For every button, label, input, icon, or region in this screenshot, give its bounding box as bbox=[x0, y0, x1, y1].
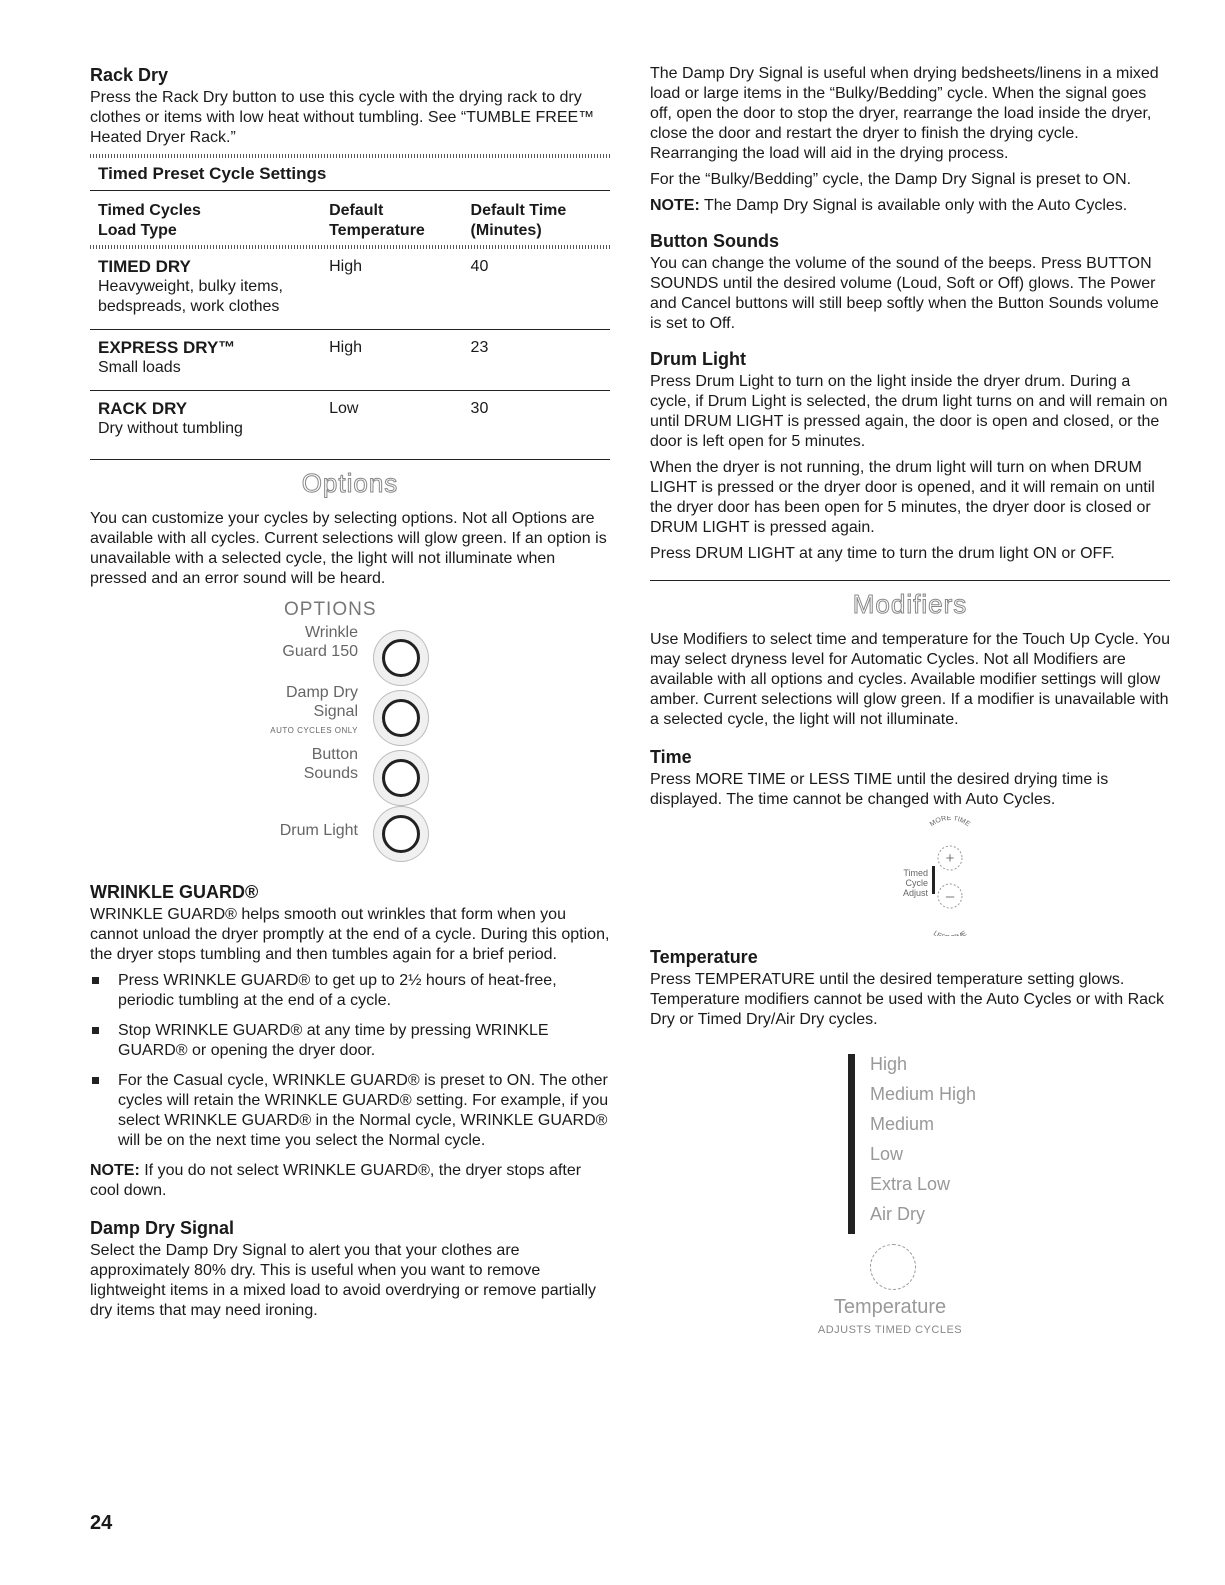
header-timed-cycles: Timed Cycles bbox=[98, 202, 201, 219]
button-sounds-body: You can change the volume of the sound of the beeps. Press BUTTON SOUNDS until the desired volume (Loud, Soft or Off) glows. The Power and Cancel buttons will still beep softly when the Button Sounds volume is set to Off. bbox=[650, 255, 1159, 332]
right-column bbox=[650, 64, 1170, 1354]
options-panel bbox=[90, 599, 610, 869]
timed-label: Timed bbox=[903, 868, 928, 878]
damp-dry-paragraph-2: The Damp Dry Signal is useful when drying bedsheets/linens in a mixed load or large items in the “Bulky/Bedding” cycle. When the signal goes off, open the door to stop the dryer, rearrange the load inside the dryer, close the door and restart the dryer to finish the drying cycle. Rearranging the load will aid in the drying process. bbox=[650, 65, 1159, 162]
row-time: 23 bbox=[470, 339, 489, 356]
list-item: Press WRINKLE GUARD® to get up to 2½ hours of heat-free, periodic tumbling at the end of a cycle. bbox=[90, 971, 610, 1011]
header-load-type: Load Type bbox=[98, 222, 177, 239]
time-body: Press MORE TIME or LESS TIME until the desired drying time is displayed. The time cannot be changed with Auto Cycles. bbox=[650, 771, 1109, 808]
damp-dry-signal-button[interactable] bbox=[382, 699, 420, 737]
page-number: 24 bbox=[90, 1512, 113, 1534]
row-load: Heavyweight, bulky items, bedspreads, work clothes bbox=[98, 278, 283, 315]
row-time: 30 bbox=[470, 400, 489, 417]
modifiers-heading: Modifiers bbox=[852, 589, 968, 619]
table-row bbox=[90, 330, 610, 391]
damp-dry-body: Select the Damp Dry Signal to alert you that your clothes are approximately 80% dry. This is useful when you want to remove lightweight items in a mixed load to avoid overdrying or remove partially dry items that may need ironing. bbox=[90, 1242, 597, 1319]
drum-light-label: Drum Light bbox=[279, 822, 358, 839]
time-adjust-panel bbox=[650, 816, 1170, 936]
temp-level-medium: Medium bbox=[870, 1114, 935, 1134]
wrinkle-guard-heading: WRINKLE GUARD® bbox=[90, 882, 259, 902]
rack-dry-heading: Rack Dry bbox=[90, 65, 169, 85]
header-temperature: Temperature bbox=[329, 222, 425, 239]
row-load: Dry without tumbling bbox=[98, 420, 243, 437]
wrinkle-guard-label: Wrinkle Guard 150 bbox=[282, 624, 358, 660]
less-time-label: L E bbox=[931, 930, 969, 936]
row-cycle: EXPRESS DRY™ bbox=[98, 338, 236, 357]
table-row bbox=[90, 253, 610, 330]
left-column bbox=[90, 64, 610, 1327]
row-temp: Low bbox=[329, 400, 359, 417]
row-cycle: TIMED DRY bbox=[98, 257, 191, 276]
list-item: For the Casual cycle, WRINKLE GUARD® is preset to ON. The other cycles will retain the WRINKLE GUARD® setting. For example, if you select WRINKLE GUARD® in the Normal cycle, WRINKLE GUARD® will be on the next time you select the Normal cycle. bbox=[90, 1071, 610, 1151]
wrinkle-guard-note: NOTE: If you do not select WRINKLE GUARD®, the dryer stops after cool down. bbox=[90, 1162, 582, 1199]
button-sounds-heading: Button Sounds bbox=[650, 231, 779, 251]
drum-light-paragraph-1: Press Drum Light to turn on the light inside the dryer drum. During a cycle, if Drum Light is selected, the drum light turns on and will remain on until DRUM LIGHT is pressed again, the door is open and closed, or the door is left open for 5 minutes. bbox=[650, 373, 1168, 450]
time-bar bbox=[932, 866, 935, 894]
section-rule bbox=[650, 580, 1170, 581]
options-body: You can customize your cycles by selecting options. Not all Options are available with all cycles. Current selections will glow green. If an option is unavailable with a selected cycle, the light will not illuminate when pressed and an error sound will be heard. bbox=[90, 510, 607, 587]
modifiers-body: Use Modifiers to select time and temperature for the Touch Up Cycle. You may select dryness level for Automatic Cycles. Not all Modifiers are available with all options and cycles. Available modifier settings will glow amber. Current selections will glow green. If a modifier is unavailable with a selected cycle, the light will not illuminate. bbox=[650, 631, 1170, 728]
list-item: Stop WRINKLE GUARD® at any time by pressing WRINKLE GUARD® or opening the dryer door. bbox=[90, 1021, 610, 1061]
temperature-sublabel: ADJUSTS TIMED CYCLES bbox=[817, 1324, 963, 1336]
options-panel-title: OPTIONS bbox=[284, 599, 377, 620]
table-row bbox=[90, 391, 610, 451]
wrinkle-guard-body: WRINKLE GUARD® helps smooth out wrinkles that form when you cannot unload the dryer promptly at the end of a cycle. During this option, the dryer stops tumbling and then tumbles again for a brief period. bbox=[90, 906, 610, 963]
temp-level-extra-low: Extra Low bbox=[870, 1174, 951, 1194]
drum-light-paragraph-3: Press DRUM LIGHT at any time to turn the drum light ON or OFF. bbox=[650, 545, 1115, 562]
time-heading: Time bbox=[650, 747, 692, 767]
button-sounds-button[interactable] bbox=[382, 759, 420, 797]
wrinkle-guard-list bbox=[90, 971, 610, 1151]
header-minutes: (Minutes) bbox=[470, 222, 542, 239]
time-adjust-graphic bbox=[650, 816, 1170, 936]
temperature-panel bbox=[650, 1044, 1170, 1354]
section-rule bbox=[90, 459, 610, 460]
temperature-heading: Temperature bbox=[650, 947, 758, 967]
hatch-divider bbox=[90, 154, 610, 158]
row-time: 40 bbox=[470, 258, 489, 275]
button-sounds-label: Button Sounds bbox=[303, 746, 358, 782]
damp-dry-heading: Damp Dry Signal bbox=[90, 1218, 235, 1238]
drum-light-button[interactable] bbox=[382, 815, 420, 853]
temp-level-high: High bbox=[870, 1054, 908, 1074]
temperature-button[interactable] bbox=[870, 1244, 916, 1290]
damp-dry-paragraph-3: For the “Bulky/Bedding” cycle, the Damp Dry Signal is preset to ON. bbox=[650, 171, 1132, 188]
temperature-label: Temperature bbox=[833, 1296, 947, 1318]
row-load: Small loads bbox=[98, 359, 181, 376]
hatch-divider bbox=[90, 245, 610, 249]
minus-icon: – bbox=[945, 888, 955, 905]
timed-preset-table bbox=[90, 164, 610, 451]
temperature-bar bbox=[848, 1054, 855, 1234]
adjust-label: Adjust bbox=[902, 888, 928, 898]
more-time-label: MORE TIME bbox=[928, 816, 972, 829]
temp-level-medium-high: Medium High bbox=[870, 1084, 977, 1104]
header-default: Default bbox=[329, 202, 384, 219]
row-temp: High bbox=[329, 339, 362, 356]
options-heading: Options bbox=[301, 468, 399, 498]
drum-light-paragraph-2: When the dryer is not running, the drum light will turn on when DRUM LIGHT is pressed or the dryer door is opened, and it will remain on until the dryer door has been open for 5 minutes, the dryer door is closed or DRUM LIGHT is pressed again. bbox=[650, 459, 1155, 536]
row-temp: High bbox=[329, 258, 362, 275]
temp-level-air-dry: Air Dry bbox=[870, 1204, 925, 1224]
cycle-label: Cycle bbox=[905, 878, 928, 888]
table-title: Timed Preset Cycle Settings bbox=[90, 164, 610, 191]
plus-icon: + bbox=[945, 850, 955, 867]
table-header bbox=[90, 191, 610, 245]
row-cycle: RACK DRY bbox=[98, 399, 188, 418]
rack-dry-body: Press the Rack Dry button to use this cycle with the drying rack to dry clothes or items with low heat without tumbling. See “TUMBLE FREE™ Heated Dryer Rack.” bbox=[90, 89, 595, 146]
header-default-time: Default Time bbox=[470, 202, 567, 219]
temperature-body: Press TEMPERATURE until the desired temperature setting glows. Temperature modifiers cannot be used with the Auto Cycles or with Rack Dry or Timed Dry/Air Dry cycles. bbox=[650, 971, 1165, 1028]
drum-light-heading: Drum Light bbox=[650, 349, 746, 369]
temp-level-low: Low bbox=[870, 1144, 904, 1164]
wrinkle-guard-button[interactable] bbox=[382, 639, 420, 677]
damp-dry-note: NOTE: The Damp Dry Signal is available only with the Auto Cycles. bbox=[650, 197, 1128, 214]
damp-dry-signal-label: Damp Dry Signal AUTO CYCLES ONLY bbox=[270, 684, 358, 735]
